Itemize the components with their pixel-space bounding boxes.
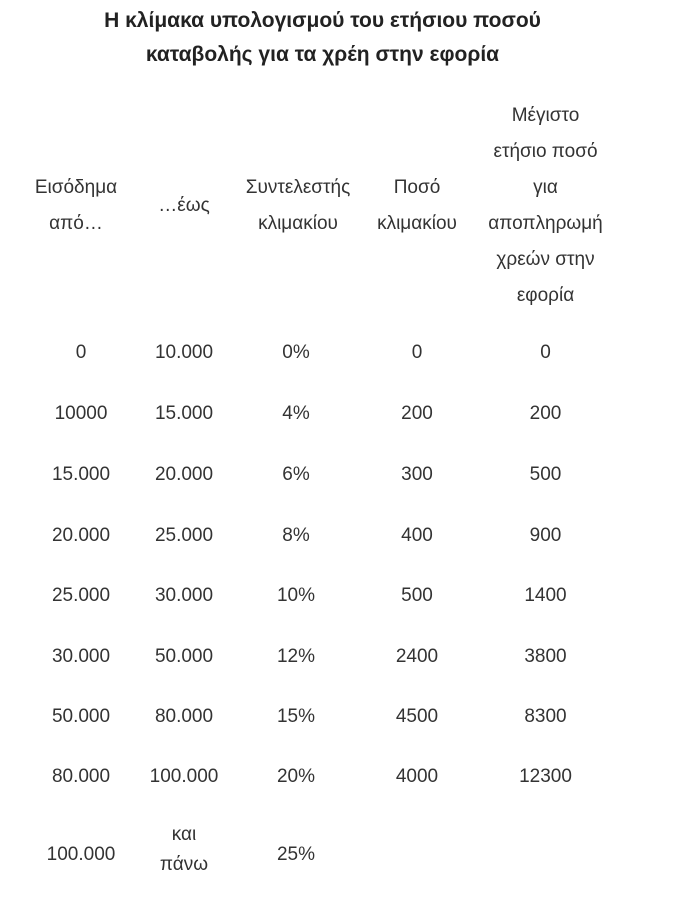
- table-row-last: [0, 820, 700, 890]
- cell-income-to: 20.000: [154, 464, 214, 485]
- cell-rate: 8%: [282, 525, 310, 546]
- cell-income-to: 50.000: [154, 646, 214, 667]
- cell-income-from: 15.000: [51, 464, 111, 485]
- cell-max: 1400: [524, 585, 567, 606]
- cell-income-to: 30.000: [154, 585, 214, 606]
- cell-income-to: 15.000: [154, 403, 214, 424]
- cell-max: 3800: [524, 646, 567, 667]
- header-max-annual-line1: Μέγιστο: [511, 105, 580, 126]
- header-bracket-amount-line1: Ποσό: [393, 177, 441, 198]
- cell-income-from: 20.000: [51, 525, 111, 546]
- title-line-1: Η κλίμακα υπολογισμού του ετήσιου ποσού: [104, 9, 541, 32]
- cell-max: 900: [529, 525, 562, 546]
- cell-income-to: 25.000: [154, 525, 214, 546]
- header-bracket-rate: [228, 170, 368, 242]
- table-row: [0, 333, 700, 373]
- cell-amount: 4500: [395, 706, 439, 727]
- cell-max: 8300: [524, 706, 567, 727]
- cell-income-to: 80.000: [154, 706, 214, 727]
- table-row: [0, 576, 700, 616]
- cell-income-from: 80.000: [51, 766, 111, 787]
- cell-rate: 10%: [276, 585, 316, 606]
- header-income-from: [25, 170, 127, 242]
- cell-amount: 2400: [395, 646, 439, 667]
- table-row: [0, 637, 700, 677]
- header-bracket-amount-line2: κλιμακίου: [377, 213, 457, 234]
- cell-amount: 200: [401, 403, 433, 424]
- header-income-from-line1: Εισόδημα: [34, 177, 118, 198]
- cell-rate: 25%: [276, 844, 316, 865]
- header-max-annual: [468, 98, 623, 314]
- cell-rate: 6%: [282, 464, 310, 485]
- cell-income-to-line1: και: [171, 824, 197, 845]
- cell-income-to: 100.000: [149, 766, 219, 787]
- table-row: [0, 757, 700, 797]
- header-max-annual-line4: αποπληρωμή: [488, 213, 603, 234]
- cell-income-from: 10000: [54, 403, 108, 424]
- cell-income-from: 30.000: [51, 646, 111, 667]
- page-title: [0, 4, 645, 72]
- cell-rate: 0%: [282, 342, 310, 363]
- table-row: [0, 394, 700, 434]
- cell-income-from: 50.000: [51, 706, 111, 727]
- header-income-to-line1: …έως: [158, 195, 210, 216]
- cell-amount: 400: [401, 525, 433, 546]
- table-row: [0, 697, 700, 737]
- cell-rate: 4%: [282, 403, 310, 424]
- header-max-annual-line6: εφορία: [516, 285, 575, 306]
- cell-income-to-line2: πάνω: [159, 854, 209, 875]
- cell-rate: 12%: [276, 646, 316, 667]
- cell-rate: 20%: [276, 766, 316, 787]
- header-income-to: [138, 188, 230, 224]
- cell-max: 500: [529, 464, 562, 485]
- cell-amount: 4000: [395, 766, 439, 787]
- table-row: [0, 455, 700, 495]
- cell-income-from: 25.000: [51, 585, 111, 606]
- header-max-annual-line3: για: [533, 177, 558, 198]
- cell-income-from: 100.000: [46, 844, 116, 865]
- cell-max: 200: [529, 403, 562, 424]
- table-row: [0, 516, 700, 556]
- header-bracket-amount: [366, 170, 468, 242]
- cell-amount: 0: [411, 342, 423, 363]
- cell-income-to: [138, 820, 230, 880]
- title-line-2: καταβολής για τα χρέη στην εφορία: [145, 43, 500, 66]
- cell-max: 0: [540, 342, 551, 363]
- cell-income-from: 0: [75, 342, 87, 363]
- cell-amount: 500: [401, 585, 433, 606]
- cell-max: 12300: [519, 766, 572, 787]
- header-bracket-rate-line1: Συντελεστής: [245, 177, 351, 198]
- header-bracket-rate-line2: κλιμακίου: [258, 213, 338, 234]
- header-max-annual-line5: χρεών στην: [496, 249, 595, 270]
- cell-amount: 300: [401, 464, 433, 485]
- cell-income-to: 10.000: [154, 342, 214, 363]
- cell-rate: 15%: [276, 706, 316, 727]
- header-income-from-line2: από…: [49, 213, 103, 234]
- header-max-annual-line2: ετήσιο ποσό: [493, 141, 598, 162]
